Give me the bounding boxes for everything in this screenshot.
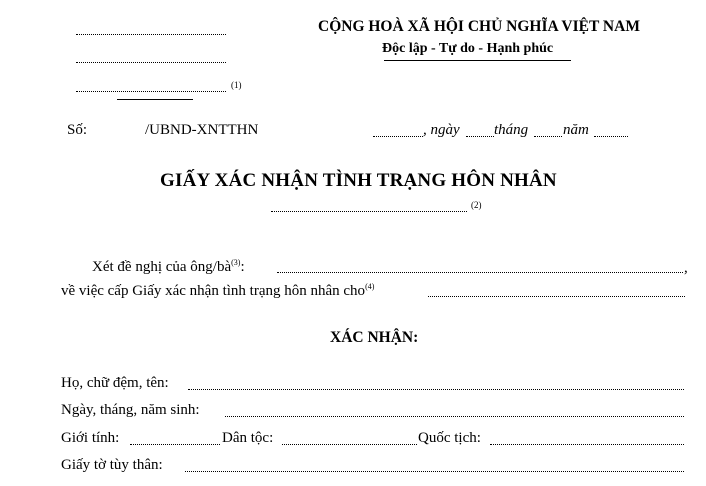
date-month-dots bbox=[534, 136, 562, 137]
national-motto: Độc lập - Tự do - Hạnh phúc bbox=[382, 41, 554, 56]
title-subline-dots bbox=[271, 211, 467, 212]
issuing-authority-line-3 bbox=[76, 91, 226, 92]
date-month-label: tháng bbox=[494, 122, 529, 138]
date-year-dots bbox=[594, 136, 628, 137]
title-subline-note: (2) bbox=[471, 200, 482, 210]
purpose-label-note: (4) bbox=[365, 282, 375, 291]
purpose-label bbox=[61, 282, 374, 300]
requester-line-end: , bbox=[684, 260, 688, 276]
nationality-label: Quốc tịch: bbox=[418, 430, 481, 446]
motto-underline bbox=[384, 60, 571, 61]
date-day-dots bbox=[466, 136, 494, 137]
national-title: CỘNG HOÀ XÃ HỘI CHỦ NGHĨA VIỆT NAM bbox=[318, 18, 640, 35]
gender-label: Giới tính: bbox=[61, 430, 120, 446]
request-label-text: Xét đề nghị của ông/bà bbox=[92, 259, 232, 275]
confirm-heading: XÁC NHẬN: bbox=[330, 329, 419, 346]
issuing-authority-underline bbox=[117, 99, 193, 100]
purpose-dots bbox=[428, 296, 685, 297]
full-name-label: Họ, chữ đệm, tên: bbox=[61, 375, 169, 391]
purpose-label-text: về việc cấp Giấy xác nhận tình trạng hôn nhân cho bbox=[61, 283, 366, 299]
birth-date-label: Ngày, tháng, năm sinh: bbox=[61, 402, 200, 418]
request-label-colon: : bbox=[240, 259, 245, 275]
requester-name-dots bbox=[277, 272, 683, 273]
document-number-label: Số: bbox=[67, 122, 88, 138]
document-number-suffix: /UBND-XNTTHN bbox=[145, 122, 259, 138]
request-label bbox=[92, 258, 245, 276]
issuing-authority-line-2 bbox=[76, 62, 226, 63]
nationality-dots bbox=[490, 444, 684, 445]
id-document-dots bbox=[185, 471, 684, 472]
ethnicity-dots bbox=[282, 444, 417, 445]
birth-date-dots bbox=[225, 416, 684, 417]
id-document-label: Giấy tờ tùy thân: bbox=[61, 457, 163, 473]
ethnicity-label: Dân tộc: bbox=[222, 430, 274, 446]
document-title: GIẤY XÁC NHẬN TÌNH TRẠNG HÔN NHÂN bbox=[160, 170, 557, 191]
date-day-label: , ngày bbox=[423, 122, 460, 138]
gender-dots bbox=[130, 444, 220, 445]
issuing-authority-line-1 bbox=[76, 34, 226, 35]
issuing-authority-note: (1) bbox=[231, 80, 242, 90]
full-name-dots bbox=[188, 389, 684, 390]
request-label-note: (3) bbox=[231, 258, 241, 267]
place-dots bbox=[373, 136, 423, 137]
date-year-label: năm bbox=[563, 122, 589, 138]
